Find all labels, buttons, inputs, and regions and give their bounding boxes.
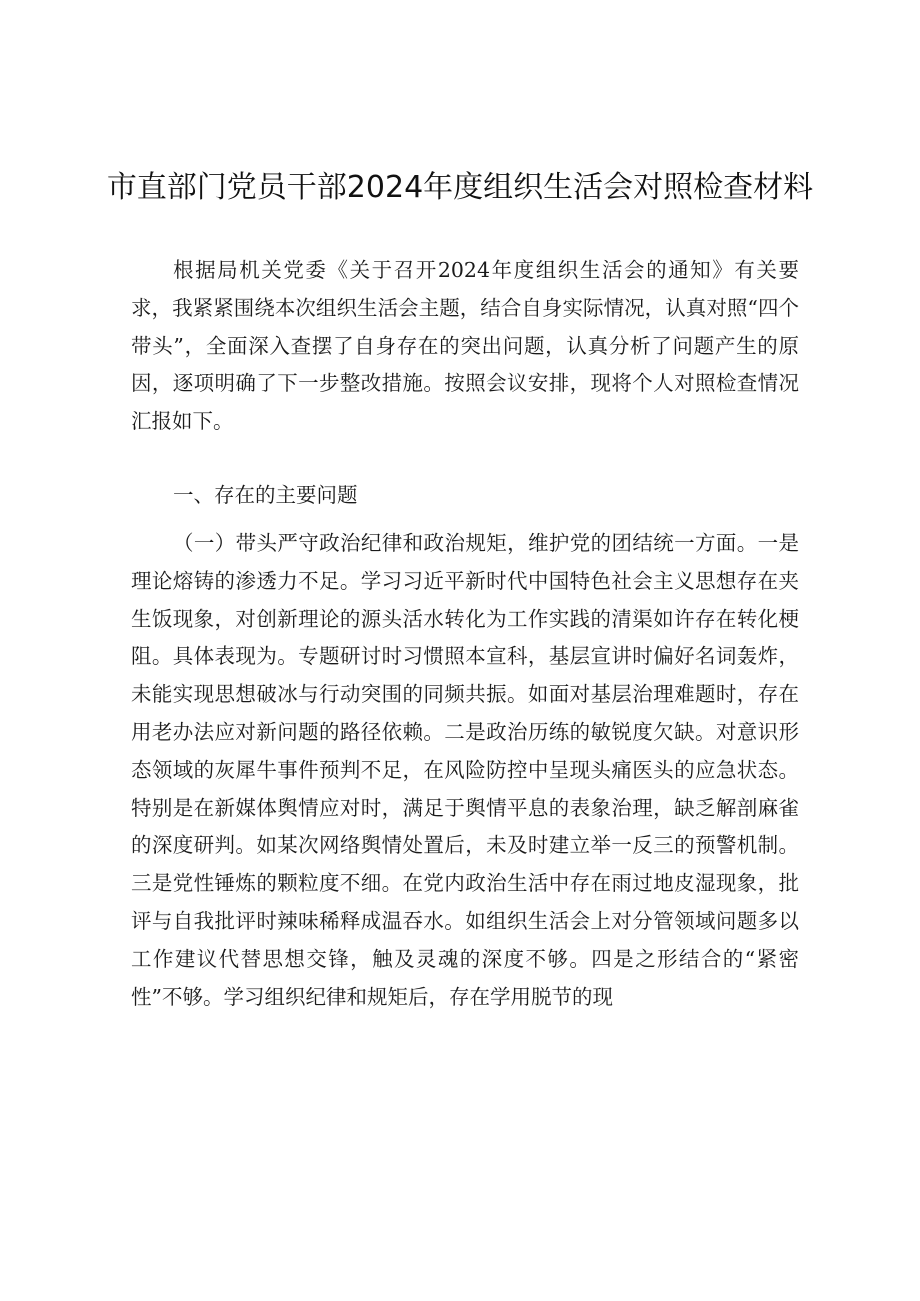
document-title: 市直部门党员干部2024年度组织生活会对照检查材料 (106, 170, 814, 205)
section-1-paragraph: （一）带头严守政治纪律和政治规矩，维护党的团结统一方面。一是理论熔铸的渗透力不足。学习习近平新时代中国特色社会主义思想存在夹生饭现象，对创新理论的源头活水转化为工作实践的清渠如许存在转化梗阻。具体表现为。专题研讨时习惯照本宣科，基层宣讲时偏好名词轰炸，未能实现思想破冰与行动突围的同频共振。如面对基层治理难题时，存在用老办法应对新问题的路径依赖。二是政治历练的敏锐度欠缺。对意识形态领域的灰犀牛事件预判不足，在风险防控中呈现头痛医头的应急状态。特别是在新媒体舆情应对时，满足于舆情平息的表象治理，缺乏解剖麻雀的深度研判。如某次网络舆情处置后，未及时建立举一反三的预警机制。三是党性锤炼的颗粒度不细。在党内政治生活中存在雨过地皮湿现象，批评与自我批评时辣味稀释成温吞水。如组织生活会上对分管领域问题多以工作建议代替思想交锋，触及灵魂的深度不够。四是之形结合的“紧密性”不够。学习组织纪律和规矩后，存在学用脱节的现 (131, 531, 799, 1009)
intro-paragraph: 根据局机关党委《关于召开2024年度组织生活会的通知》有关要求，我紧紧围绕本次组织生活会主题，结合自身实际情况，认真对照“四个带头”，全面深入查摆了自身存在的突出问题，认真分析了问题产生的原因，逐项明确了下一步整改措施。按照会议安排，现将个人对照检查情况汇报如下。 (131, 258, 799, 434)
section-heading-main-problems: 一、存在的主要问题 (173, 483, 358, 507)
